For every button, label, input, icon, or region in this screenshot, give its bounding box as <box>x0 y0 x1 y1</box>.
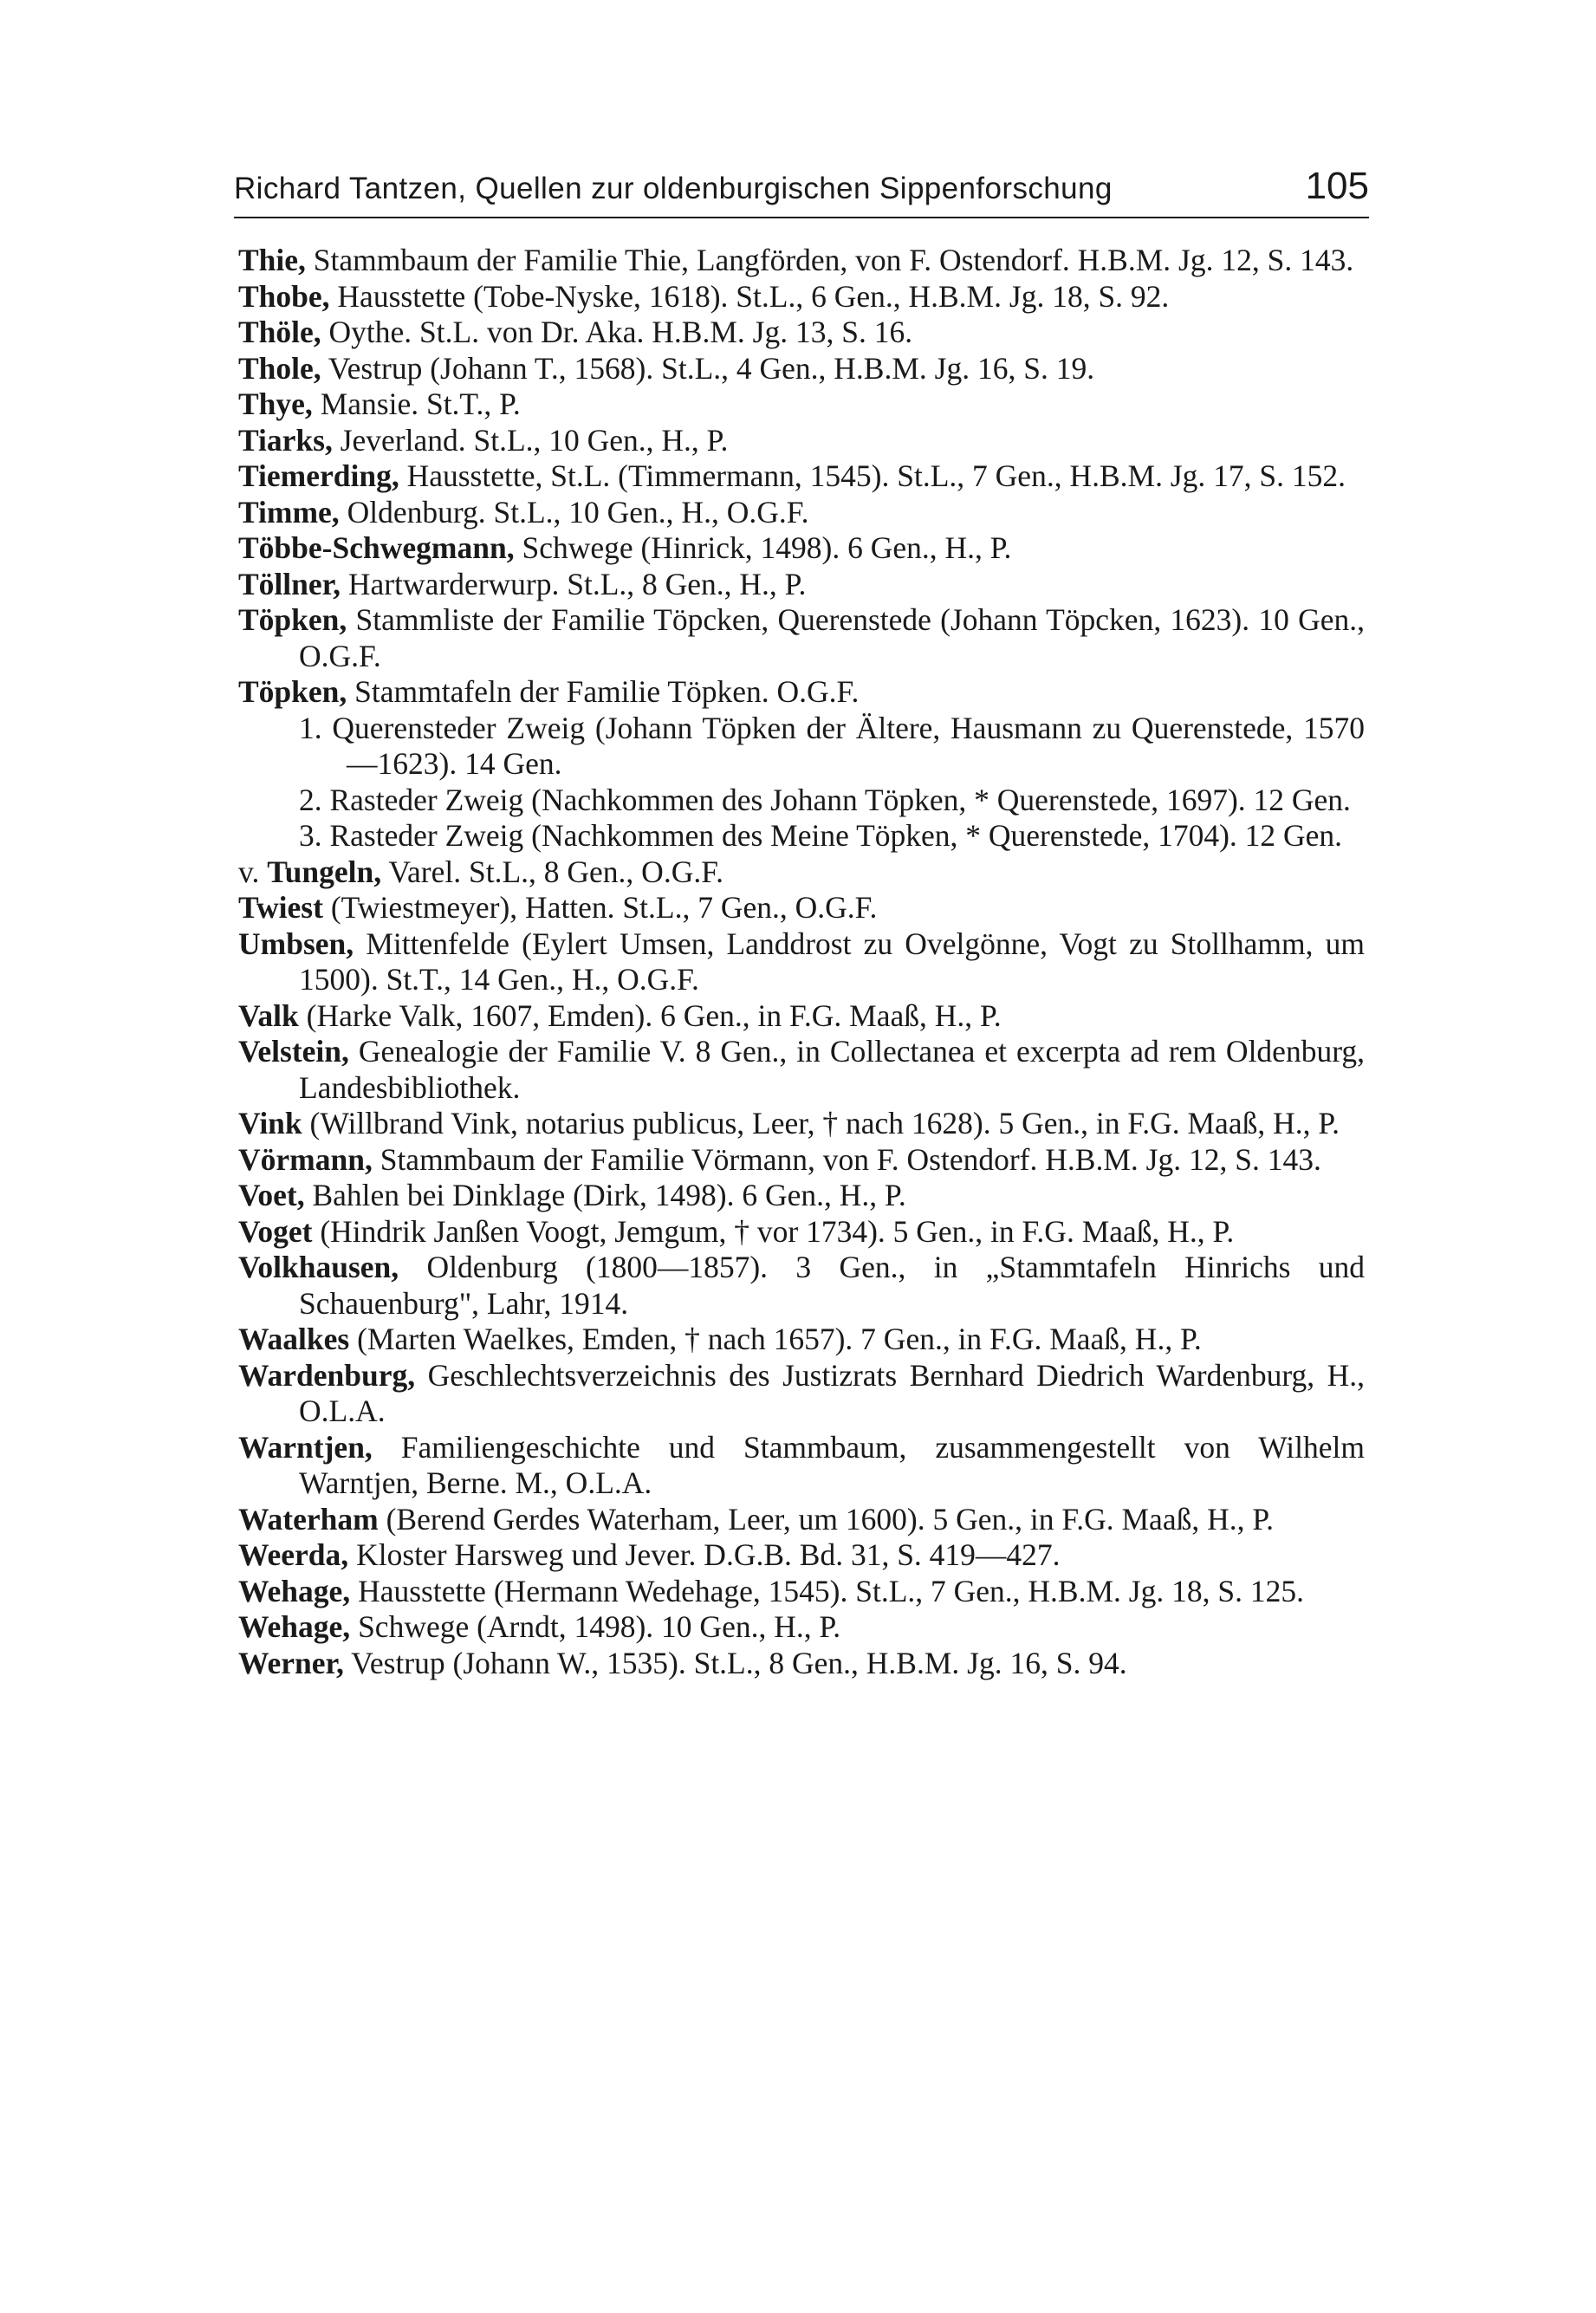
entry-text: Mittenfelde (Eylert Umsen, Landdrost zu Ovelgönne, Vogt zu Stollhamm, um 1500). St.T., 14 Gen., H., O.G.F. <box>299 926 1366 997</box>
entry-text: Bahlen bei Dinklage (Dirk, 1498). 6 Gen., H., P. <box>312 1178 906 1212</box>
register-entry <box>238 351 1365 387</box>
entry-text: Oythe. St.L. von Dr. Aka. H.B.M. Jg. 13, S. 16. <box>328 315 913 349</box>
sub-entry <box>238 783 1365 819</box>
entry-list <box>238 243 1365 1681</box>
entry-text: Oldenburg (1800—1857). 3 Gen., in „Stammtafeln Hinrichs und Schauenburg", Lahr, 1914. <box>299 1250 1365 1321</box>
entry-head: Weerda, <box>238 1537 349 1572</box>
register-entry <box>238 1430 1365 1502</box>
entry-text: (Twiestmeyer), Hatten. St.L., 7 Gen., O.G.F. <box>330 890 878 925</box>
register-entry <box>238 279 1365 315</box>
register-entry <box>238 1609 1365 1646</box>
entry-text: (Hindrik Janßen Voogt, Jemgum, † vor 1734). 5 Gen., in F.G. Maaß, H., P. <box>320 1213 1235 1249</box>
entry-text: (Berend Gerdes Waterham, Leer, um 1600). 5 Gen., in F.G. Maaß, H., P. <box>386 1501 1275 1537</box>
register-entry <box>238 1322 1365 1358</box>
entry-head: Vink <box>238 1106 302 1140</box>
entry-head: Thole, <box>238 350 321 386</box>
register-entry <box>238 495 1365 531</box>
register-entry <box>238 1214 1365 1251</box>
entry-text: Hausstette (Tobe-Nyske, 1618). St.L., 6 Gen., H.B.M. Jg. 18, S. 92. <box>337 278 1170 314</box>
entry-text: Familiengeschichte und Stammbaum, zusammengestellt von Wilhelm Warntjen, Berne. M., O.L.A. <box>299 1429 1366 1500</box>
register-entry <box>238 1142 1365 1179</box>
page-number: 105 <box>1305 165 1369 207</box>
entry-text: Schwege (Hinrick, 1498). 6 Gen., H., P. <box>522 530 1012 565</box>
register-entry <box>238 1574 1365 1610</box>
entry-head: Wardenburg, <box>238 1357 416 1393</box>
sub-entry <box>238 818 1365 854</box>
entry-head: Warntjen, <box>238 1429 373 1465</box>
entry-head: Twiest <box>238 890 323 925</box>
entry-text: Genealogie der Familie V. 8 Gen., in Collectanea et excerpta ad rem Oldenburg, Landesbibliothek. <box>299 1034 1365 1105</box>
entry-head: Waalkes <box>238 1322 350 1356</box>
entry-text: Vestrup (Johann W., 1535). St.L., 8 Gen., H.B.M. Jg. 16, S. 94. <box>351 1645 1127 1680</box>
entry-head: Thöle, <box>238 315 321 349</box>
running-title: Richard Tantzen, Quellen zur oldenburgischen Sippenforschung <box>234 172 1113 205</box>
entry-head: Timme, <box>238 494 340 530</box>
entry-text: Hausstette, St.L. (Timmermann, 1545). St.L., 7 Gen., H.B.M. Jg. 17, S. 152. <box>406 458 1346 493</box>
entry-head: Valk <box>238 997 299 1033</box>
entry-head: Töpken, <box>238 602 347 637</box>
entry-head: Tiarks, <box>238 422 333 458</box>
entry-text: Stammbaum der Familie Vörmann, von F. Ostendorf. H.B.M. Jg. 12, S. 143. <box>380 1141 1321 1177</box>
entry-text: Varel. St.L., 8 Gen., O.G.F. <box>388 854 723 889</box>
entry-head: Tiemerding, <box>238 458 399 493</box>
register-entry <box>238 423 1365 459</box>
entry-head: Töllner, <box>238 566 341 601</box>
entry-text: 1. Querensteder Zweig (Johann Töpken der Ältere, Hausmann zu Querenstede, 1570—1623). 14 Gen. <box>299 710 1365 781</box>
entry-head: Többe-Schwegmann, <box>238 530 515 565</box>
register-entry <box>238 387 1365 423</box>
entry-head: Werner, <box>238 1645 344 1680</box>
entry-text: Vestrup (Johann T., 1568). St.L., 4 Gen., H.B.M. Jg. 16, S. 19. <box>328 350 1095 386</box>
register-entry <box>238 458 1365 495</box>
entry-head: Töpken, <box>238 674 347 709</box>
register-entry <box>238 567 1365 603</box>
entry-head: Voget <box>238 1213 313 1249</box>
entry-head: Waterham <box>238 1501 379 1537</box>
entry-text: Geschlechtsverzeichnis des Justizrats Bernhard Diedrich Wardenburg, H., O.L.A. <box>299 1357 1365 1428</box>
entry-head: Thie, <box>238 243 306 277</box>
entry-text: Stammliste der Familie Töpcken, Querenstede (Johann Töpcken, 1623). 10 Gen., O.G.F. <box>299 602 1365 673</box>
entry-prefix: v. <box>238 854 260 889</box>
entry-head: Thobe, <box>238 278 330 314</box>
entry-head: Velstein, <box>238 1034 349 1069</box>
sub-entry <box>238 711 1365 783</box>
register-entry <box>238 530 1365 567</box>
entry-head: Umbsen, <box>238 926 354 961</box>
entry-text: (Marten Waelkes, Emden, † nach 1657). 7 Gen., in F.G. Maaß, H., P. <box>357 1322 1202 1356</box>
register-entry <box>238 998 1365 1035</box>
entry-text: (Harke Valk, 1607, Emden). 6 Gen., in F.G. Maaß, H., P. <box>306 997 1002 1033</box>
entry-text: Stammbaum der Familie Thie, Langförden, von F. Ostendorf. H.B.M. Jg. 12, S. 143. <box>313 243 1354 277</box>
entry-head: Volkhausen, <box>238 1250 399 1284</box>
register-entry <box>238 243 1365 279</box>
entry-text: 2. Rasteder Zweig (Nachkommen des Johann Töpken, * Querenstede, 1697). 12 Gen. <box>299 782 1351 817</box>
entry-text: Hausstette (Hermann Wedehage, 1545). St.L., 7 Gen., H.B.M. Jg. 18, S. 125. <box>358 1573 1304 1608</box>
entry-text: Schwege (Arndt, 1498). 10 Gen., H., P. <box>358 1609 841 1644</box>
entry-head: Wehage, <box>238 1609 351 1644</box>
register-entry <box>238 1537 1365 1574</box>
register-entry <box>238 1034 1365 1106</box>
entry-text: 3. Rasteder Zweig (Nachkommen des Meine Töpken, * Querenstede, 1704). 12 Gen. <box>299 818 1343 853</box>
entry-text: Oldenburg. St.L., 10 Gen., H., O.G.F. <box>347 494 809 530</box>
entry-text: Hartwarderwurp. St.L., 8 Gen., H., P. <box>347 566 807 601</box>
entry-head: Thye, <box>238 387 313 421</box>
register-entry <box>238 1502 1365 1538</box>
entry-head: Tungeln, <box>267 854 382 889</box>
entry-text: Kloster Harsweg und Jever. D.G.B. Bd. 31, S. 419—427. <box>356 1537 1061 1572</box>
entry-head: Voet, <box>238 1178 305 1212</box>
register-entry <box>238 1106 1365 1142</box>
register-entry <box>238 1646 1365 1682</box>
register-entry <box>238 1358 1365 1430</box>
entry-head: Wehage, <box>238 1573 351 1608</box>
entry-text: Mansie. St.T., P. <box>320 387 521 421</box>
entry-text: (Willbrand Vink, notarius publicus, Leer, † nach 1628). 5 Gen., in F.G. Maaß, H., P. <box>309 1106 1340 1140</box>
register-entry <box>238 315 1365 351</box>
entry-text: Stammtafeln der Familie Töpken. O.G.F. <box>354 674 860 709</box>
register-entry <box>238 674 1365 711</box>
register-entry <box>238 926 1365 998</box>
entry-head: Vörmann, <box>238 1141 373 1177</box>
entry-text: Jeverland. St.L., 10 Gen., H., P. <box>340 422 729 458</box>
register-entry <box>238 890 1365 926</box>
register-entry <box>238 602 1365 674</box>
page-header <box>234 165 1369 218</box>
register-entry <box>238 1178 1365 1214</box>
register-entry <box>238 1250 1365 1322</box>
register-entry <box>238 854 1365 891</box>
